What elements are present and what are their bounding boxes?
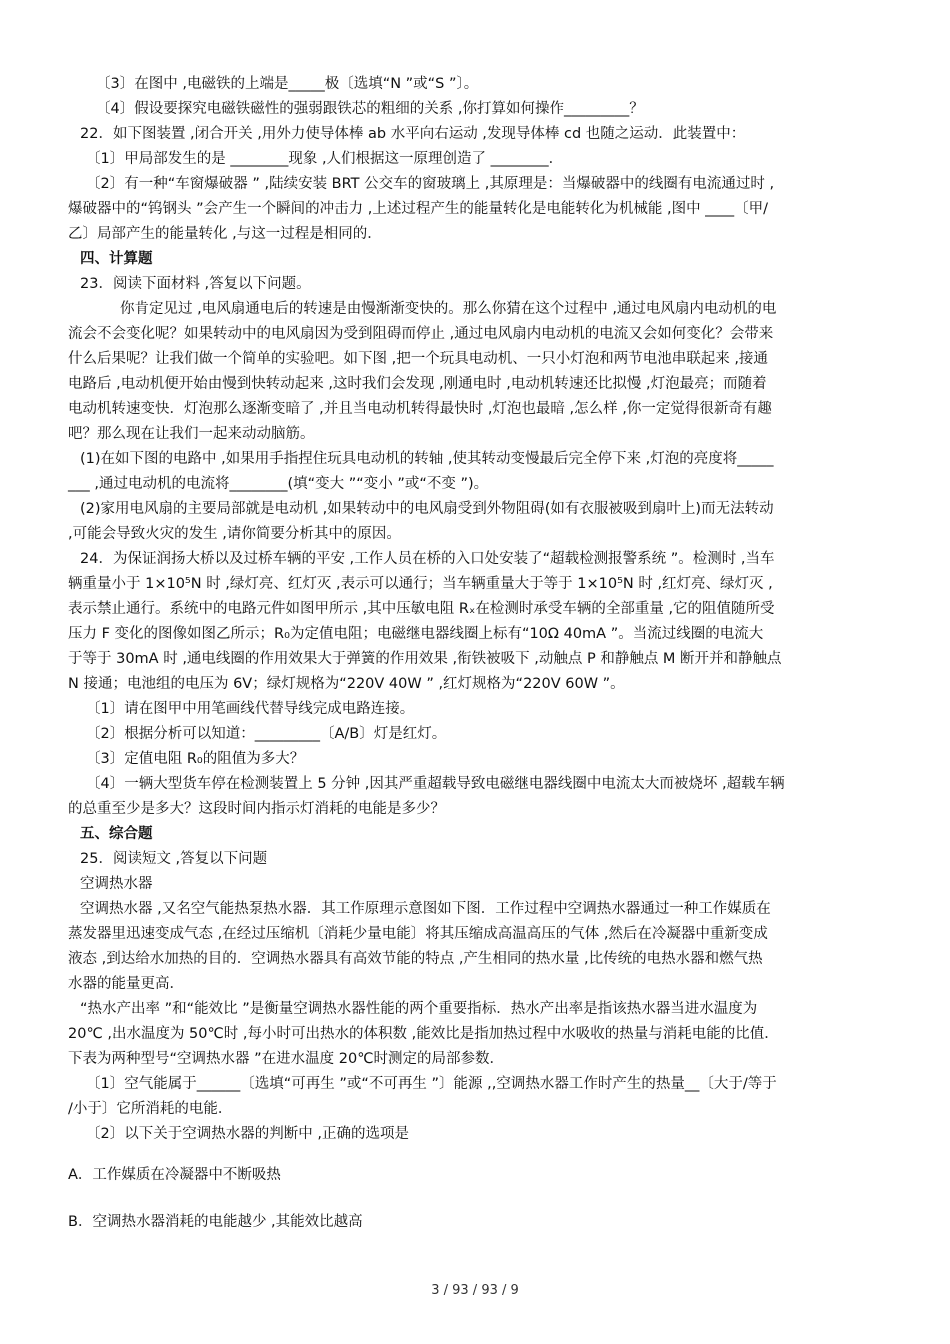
q23-material-line1: 你肯定见过 ,电风扇通电后的转速是由慢渐渐变快的。那么你猜在这个过程中 ,通过电风扇内电动机的电 [120, 301, 777, 317]
q24-part4-line2: 的总重至少是多大？这段时间内指示灯消耗的电能是多少？ [68, 801, 445, 817]
q25-article-line3: 液态 ,到达给水加热的目的．空调热水器具有高效节能的特点 ,产生相同的热水量 ,比传统的电热水器和燃气热 [68, 951, 763, 967]
q23-material-line5: 电动机转速变快．灯泡那么逐渐变暗了 ,并且当电动机转得最快时 ,灯泡也最暗 ,怎么样 ,你一定觉得很新奇有趣 [68, 401, 772, 417]
q25-stem: 25．阅读短文 ,答复以下问题 [80, 851, 268, 867]
q25-article-line4: 水器的能量更高． [68, 976, 184, 992]
q22-stem: 22．如下图装置 ,闭合开关 ,用外力使导体棒 ab 水平向右运动 ,发现导体棒 cd 也随之运动．此装置中： [80, 126, 746, 142]
q24-part3: 〔3〕定值电阻 R₀的阻值为多大？ [86, 751, 305, 767]
q25-part1-line1: 〔1〕空气能属于______〔选填“可再生 ”或“不可再生 ”〕能源 ,,空调热水器工作时产生的热量__〔大于/等于 [86, 1076, 777, 1092]
q25-option-b: B．空调热水器消耗的电能越少 ,其能效比越高 [68, 1214, 363, 1230]
q21-part4: 〔4〕假设要探究电磁铁磁性的强弱跟铁芯的粗细的关系 ,你打算如何操作_________？ [96, 101, 644, 117]
q23-part2-line2: ,可能会导致火灾的发生 ,请你简要分析其中的原因。 [68, 526, 401, 542]
q23-stem: 23．阅读下面材料 ,答复以下问题。 [80, 276, 311, 292]
section-heading-calculation: 四、计算题 [80, 251, 153, 267]
q23-material-line3: 什么后果呢？让我们做一个简单的实验吧。如下图 ,把一个玩具电动机、一只小灯泡和两节电池串联起来 ,接通 [68, 351, 768, 367]
q25-part2-stem: 〔2〕以下关于空调热水器的判断中 ,正确的选项是 [86, 1126, 409, 1142]
q24-part1: 〔1〕请在图甲中用笔画线代替导线完成电路连接。 [86, 701, 415, 717]
q23-part2-line1: (2)家用电风扇的主要局部就是电动机 ,如果转动中的电风扇受到外物阻碍(如有衣服被吸到扇叶上)而无法转动 [80, 501, 774, 517]
q25-option-a: A．工作媒质在冷凝器中不断吸热 [68, 1167, 281, 1183]
q25-article-title: 空调热水器 [80, 876, 153, 892]
q24-stem-line5: 于等于 30mA 时 ,通电线圈的作用效果大于弹簧的作用效果 ,衔铁被吸下 ,动触点 P 和静触点 M 断开并和静触点 [68, 651, 782, 667]
q22-part2-line3: 乙〕局部产生的能量转化 ,与这一过程是相同的． [68, 226, 382, 242]
q24-part2: 〔2〕根据分析可以知道：_________〔A/B〕灯是红灯。 [86, 726, 447, 742]
q22-part2-line2: 爆破器中的“钨钢头 ”会产生一个瞬间的冲击力 ,上述过程产生的能量转化是电能转化为机械能 ,图中 ____〔甲/ [68, 201, 769, 217]
q25-article-line6: 20℃ ,出水温度为 50℃时 ,每小时可出热水的体积数 ,能效比是指加热过程中水吸收的热量与消耗电能的比值． [68, 1026, 779, 1042]
page-number: 3 / 93 / 93 / 9 [431, 1283, 519, 1298]
q24-stem-line2: 辆重量小于 1×10⁵N 时 ,绿灯亮、红灯灭 ,表示可以通行；当车辆重量大于等于 1×10⁵N 时 ,红灯亮、绿灯灭 , [68, 576, 773, 592]
q24-part4-line1: 〔4〕一辆大型货车停在检测装置上 5 分钟 ,因其严重超载导致电磁继电器线圈中电流太大而被烧坏 ,超载车辆 [86, 776, 785, 792]
section-heading-comprehensive: 五、综合题 [80, 826, 153, 842]
q23-material-line6: 吧？那么现在让我们一起来动动脑筋。 [68, 426, 315, 442]
q24-stem-line3: 表示禁止通行。系统中的电路元件如图甲所示 ,其中压敏电阻 Rₓ在检测时承受车辆的全部重量 ,它的阻值随所受 [68, 601, 775, 617]
q21-part3: 〔3〕在图中 ,电磁铁的上端是_____极〔选填“N ”或“S ”〕。 [96, 76, 479, 92]
q25-article-line2: 蒸发器里迅速变成气态 ,在经过压缩机〔消耗少量电能〕将其压缩成高温高压的气体 ,然后在冷凝器中重新变成 [68, 926, 768, 942]
q24-stem-line1: 24．为保证润扬大桥以及过桥车辆的平安 ,工作人员在桥的入口处安装了“超载检测报警系统 ”。检测时 ,当车 [80, 551, 775, 567]
q25-article-line5: “热水产出率 ”和“能效比 ”是衡量空调热水器性能的两个重要指标．热水产出率是指该热水器当进水温度为 [80, 1001, 758, 1017]
q23-part1-line1: (1)在如下图的电路中 ,如果用手指捏住玩具电动机的转轴 ,使其转动变慢最后完全停下来 ,灯泡的亮度将_____ [80, 451, 774, 467]
q25-article-line7: 下表为两种型号“空调热水器 ”在进水温度 20℃时测定的局部参数． [68, 1051, 504, 1067]
q25-article-line1: 空调热水器 ,又名空气能热泵热水器．其工作原理示意图如下图．工作过程中空调热水器通过一种工作媒质在 [80, 901, 771, 917]
q23-material-line4: 电路后 ,电动机便开始由慢到快转动起来 ,这时我们会发现 ,刚通电时 ,电动机转速还比拟慢 ,灯泡最亮；而随着 [68, 376, 767, 392]
document-page [68, 72, 884, 1235]
q23-part1-line2: ___ ,通过电动机的电流将________(填“变大 ”“变小 ”或“不变 ”)。 [68, 476, 489, 492]
q22-part2-line1: 〔2〕有一种“车窗爆破器 ” ,陆续安装 BRT 公交车的窗玻璃上 ,其原理是：当爆破器中的线圈有电流通过时 , [86, 176, 775, 192]
q25-part1-line2: /小于〕它所消耗的电能． [68, 1101, 233, 1117]
q23-material-line2: 流会不会变化呢？如果转动中的电风扇因为受到阻碍而停止 ,通过电风扇内电动机的电流又会如何变化？会带来 [68, 326, 774, 342]
q22-part1: 〔1〕甲局部发生的是 ________现象 ,人们根据这一原理创造了 ________． [86, 151, 564, 167]
q24-stem-line6: N 接通；电池组的电压为 6V；绿灯规格为“220V 40W ” ,红灯规格为“220V 60W ”。 [68, 676, 625, 692]
q24-stem-line4: 压力 F 变化的图像如图乙所示；R₀为定值电阻；电磁继电器线圈上标有“10Ω 40mA ”。当流过线圈的电流大 [68, 626, 764, 642]
